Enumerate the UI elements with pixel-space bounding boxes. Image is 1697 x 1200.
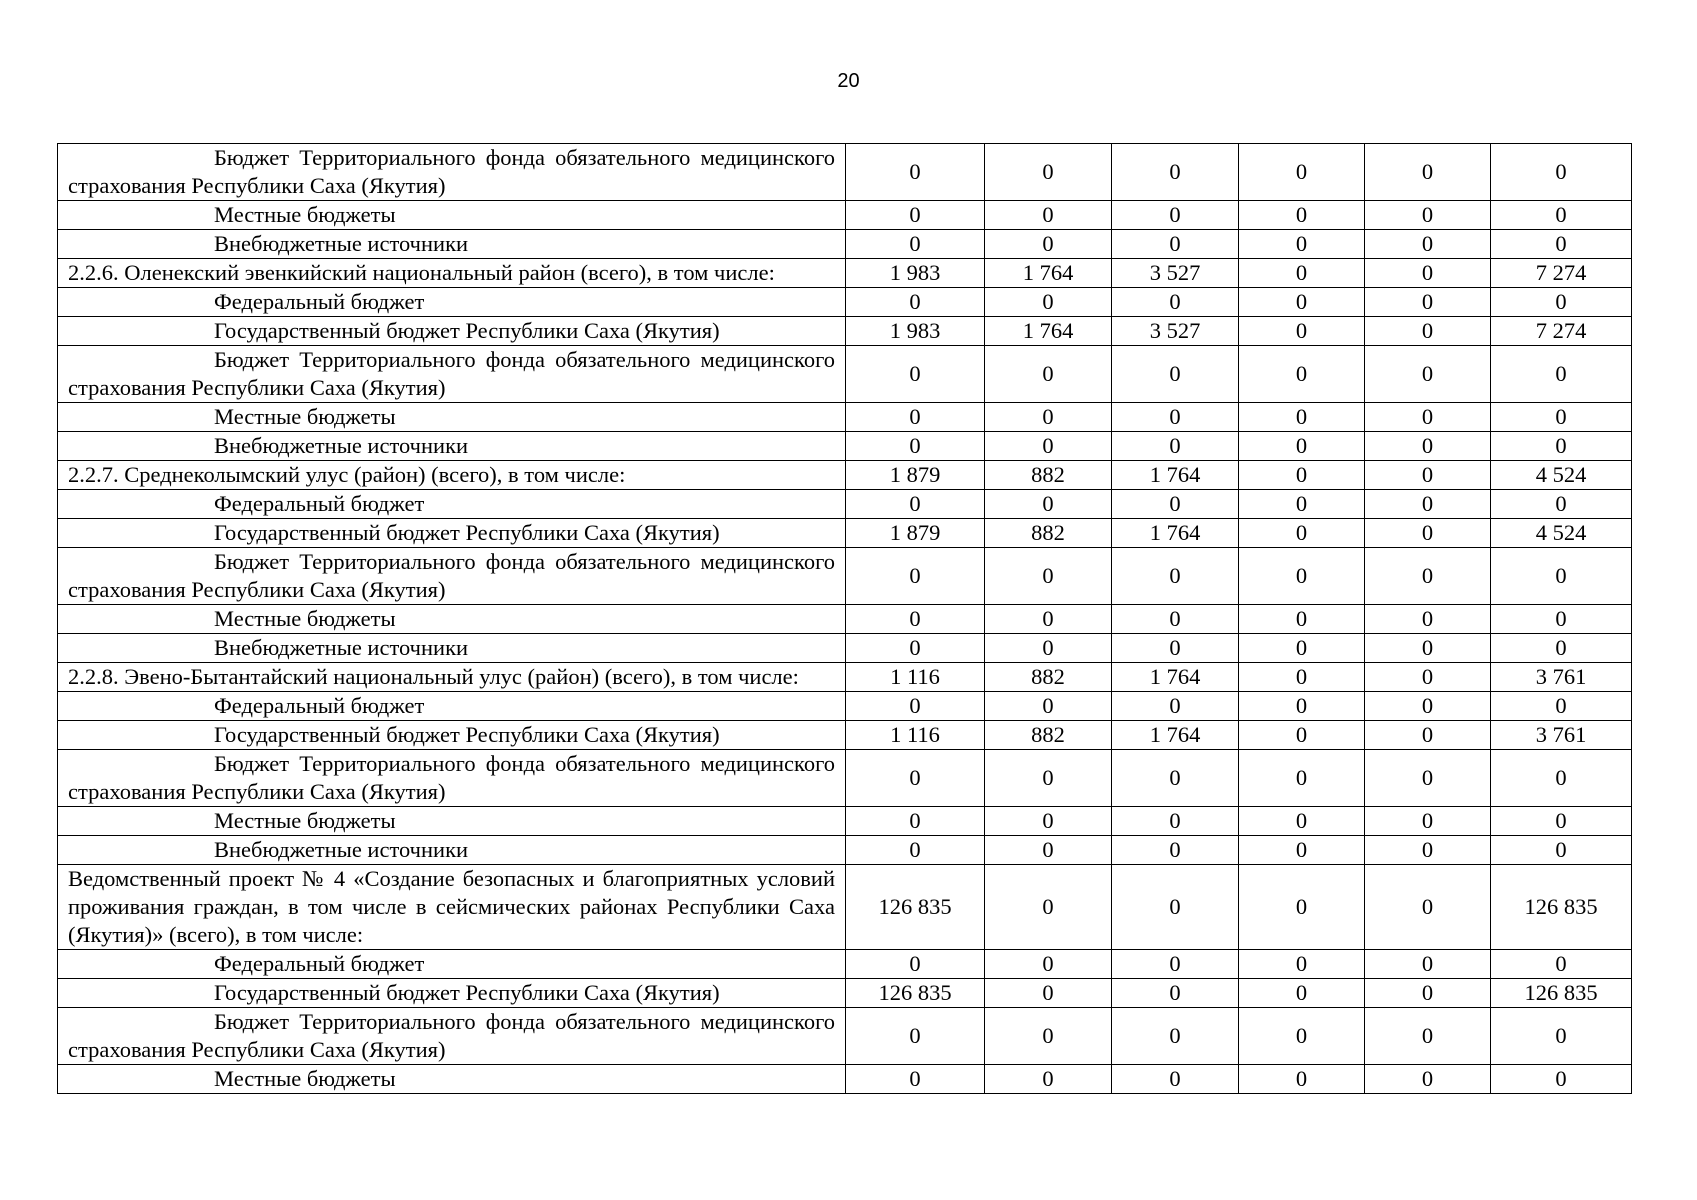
row-label: Федеральный бюджет	[58, 950, 846, 979]
value-col-3: 0	[1112, 346, 1239, 403]
table-row	[58, 634, 1632, 663]
value-col-5: 0	[1365, 259, 1491, 288]
row-label: 2.2.8. Эвено-Бытантайский национальный улус (район) (всего), в том числе:	[58, 663, 846, 692]
value-col-5: 0	[1365, 865, 1491, 950]
value-col-2: 882	[985, 461, 1112, 490]
value-col-1: 1 116	[846, 721, 985, 750]
value-col-1: 1 879	[846, 519, 985, 548]
table-row	[58, 288, 1632, 317]
value-col-4: 0	[1239, 201, 1365, 230]
table-row	[58, 548, 1632, 605]
value-col-total: 7 274	[1491, 317, 1632, 346]
value-col-3: 0	[1112, 432, 1239, 461]
value-col-4: 0	[1239, 721, 1365, 750]
value-col-5: 0	[1365, 605, 1491, 634]
value-col-4: 0	[1239, 259, 1365, 288]
table-row	[58, 865, 1632, 950]
value-col-5: 0	[1365, 346, 1491, 403]
table-row	[58, 432, 1632, 461]
table-row	[58, 692, 1632, 721]
value-col-2: 0	[985, 230, 1112, 259]
value-col-1: 0	[846, 605, 985, 634]
value-col-total: 0	[1491, 230, 1632, 259]
row-label: Местные бюджеты	[58, 605, 846, 634]
value-col-4: 0	[1239, 548, 1365, 605]
value-col-total: 0	[1491, 634, 1632, 663]
value-col-1: 0	[846, 836, 985, 865]
value-col-3: 1 764	[1112, 519, 1239, 548]
value-col-3: 0	[1112, 144, 1239, 201]
value-col-5: 0	[1365, 548, 1491, 605]
value-col-5: 0	[1365, 519, 1491, 548]
value-col-3: 3 527	[1112, 259, 1239, 288]
value-col-1: 0	[846, 807, 985, 836]
value-col-5: 0	[1365, 950, 1491, 979]
row-label: 2.2.6. Оленекский эвенкийский национальный район (всего), в том числе:	[58, 259, 846, 288]
value-col-4: 0	[1239, 1008, 1365, 1065]
value-col-1: 0	[846, 692, 985, 721]
value-col-2: 0	[985, 950, 1112, 979]
value-col-4: 0	[1239, 836, 1365, 865]
value-col-3: 0	[1112, 230, 1239, 259]
value-col-total: 126 835	[1491, 865, 1632, 950]
value-col-1: 0	[846, 346, 985, 403]
value-col-2: 1 764	[985, 259, 1112, 288]
value-col-4: 0	[1239, 432, 1365, 461]
table-row	[58, 836, 1632, 865]
value-col-4: 0	[1239, 230, 1365, 259]
value-col-total: 3 761	[1491, 721, 1632, 750]
value-col-2: 0	[985, 1008, 1112, 1065]
value-col-5: 0	[1365, 721, 1491, 750]
table-row	[58, 1065, 1632, 1094]
value-col-1: 126 835	[846, 865, 985, 950]
value-col-5: 0	[1365, 144, 1491, 201]
value-col-3: 0	[1112, 548, 1239, 605]
value-col-total: 0	[1491, 750, 1632, 807]
value-col-1: 0	[846, 230, 985, 259]
value-col-3: 0	[1112, 288, 1239, 317]
table-row	[58, 346, 1632, 403]
value-col-1: 1 116	[846, 663, 985, 692]
table-row	[58, 317, 1632, 346]
row-label: Внебюджетные источники	[58, 836, 846, 865]
value-col-1: 0	[846, 750, 985, 807]
row-label: Внебюджетные источники	[58, 432, 846, 461]
value-col-2: 0	[985, 288, 1112, 317]
value-col-total: 0	[1491, 807, 1632, 836]
table-row	[58, 259, 1632, 288]
row-label: Бюджет Территориального фонда обязательного медицинского страхования Республики Саха (Якутия)	[58, 144, 846, 201]
value-col-2: 882	[985, 663, 1112, 692]
row-label: Федеральный бюджет	[58, 490, 846, 519]
table-row	[58, 750, 1632, 807]
value-col-total: 0	[1491, 692, 1632, 721]
value-col-1: 0	[846, 634, 985, 663]
value-col-total: 0	[1491, 403, 1632, 432]
value-col-2: 0	[985, 432, 1112, 461]
table-body	[58, 144, 1632, 1094]
row-label: Ведомственный проект № 4 «Создание безопасных и благоприятных условий проживания граждан, в том числе в сейсмических районах Республики Саха (Якутия)» (всего), в том числе:	[58, 865, 846, 950]
value-col-5: 0	[1365, 230, 1491, 259]
table-row	[58, 201, 1632, 230]
value-col-1: 1 983	[846, 317, 985, 346]
value-col-3: 0	[1112, 490, 1239, 519]
value-col-3: 0	[1112, 1065, 1239, 1094]
value-col-3: 0	[1112, 634, 1239, 663]
value-col-total: 0	[1491, 950, 1632, 979]
value-col-4: 0	[1239, 605, 1365, 634]
value-col-3: 0	[1112, 807, 1239, 836]
value-col-4: 0	[1239, 461, 1365, 490]
table-row	[58, 461, 1632, 490]
value-col-5: 0	[1365, 403, 1491, 432]
value-col-2: 0	[985, 144, 1112, 201]
value-col-total: 0	[1491, 836, 1632, 865]
value-col-2: 0	[985, 403, 1112, 432]
value-col-total: 0	[1491, 144, 1632, 201]
value-col-2: 0	[985, 1065, 1112, 1094]
value-col-2: 0	[985, 201, 1112, 230]
table-row	[58, 1008, 1632, 1065]
row-label: Бюджет Территориального фонда обязательного медицинского страхования Республики Саха (Якутия)	[58, 750, 846, 807]
value-col-total: 7 274	[1491, 259, 1632, 288]
value-col-2: 0	[985, 490, 1112, 519]
table-row	[58, 807, 1632, 836]
value-col-5: 0	[1365, 750, 1491, 807]
value-col-2: 882	[985, 519, 1112, 548]
value-col-4: 0	[1239, 807, 1365, 836]
table-row	[58, 144, 1632, 201]
row-label: Федеральный бюджет	[58, 692, 846, 721]
value-col-1: 0	[846, 490, 985, 519]
value-col-2: 0	[985, 750, 1112, 807]
value-col-1: 1 879	[846, 461, 985, 490]
value-col-5: 0	[1365, 201, 1491, 230]
value-col-3: 0	[1112, 201, 1239, 230]
value-col-2: 882	[985, 721, 1112, 750]
row-label: Бюджет Территориального фонда обязательного медицинского страхования Республики Саха (Якутия)	[58, 548, 846, 605]
value-col-total: 0	[1491, 1008, 1632, 1065]
value-col-5: 0	[1365, 288, 1491, 317]
value-col-4: 0	[1239, 663, 1365, 692]
value-col-3: 1 764	[1112, 461, 1239, 490]
value-col-total: 0	[1491, 548, 1632, 605]
value-col-2: 0	[985, 865, 1112, 950]
row-label: Внебюджетные источники	[58, 230, 846, 259]
value-col-5: 0	[1365, 1008, 1491, 1065]
value-col-4: 0	[1239, 634, 1365, 663]
value-col-1: 0	[846, 548, 985, 605]
value-col-4: 0	[1239, 288, 1365, 317]
value-col-2: 0	[985, 979, 1112, 1008]
value-col-4: 0	[1239, 490, 1365, 519]
value-col-4: 0	[1239, 692, 1365, 721]
row-label: Бюджет Территориального фонда обязательного медицинского страхования Республики Саха (Якутия)	[58, 1008, 846, 1065]
value-col-5: 0	[1365, 634, 1491, 663]
value-col-4: 0	[1239, 403, 1365, 432]
row-label: Местные бюджеты	[58, 403, 846, 432]
value-col-5: 0	[1365, 317, 1491, 346]
table-row	[58, 490, 1632, 519]
table-row	[58, 721, 1632, 750]
value-col-1: 0	[846, 144, 985, 201]
value-col-1: 1 983	[846, 259, 985, 288]
row-label: Государственный бюджет Республики Саха (Якутия)	[58, 721, 846, 750]
value-col-5: 0	[1365, 663, 1491, 692]
value-col-total: 0	[1491, 201, 1632, 230]
value-col-total: 4 524	[1491, 519, 1632, 548]
budget-table	[57, 143, 1632, 1094]
value-col-2: 0	[985, 346, 1112, 403]
row-label: Местные бюджеты	[58, 807, 846, 836]
value-col-2: 1 764	[985, 317, 1112, 346]
table-row	[58, 605, 1632, 634]
value-col-1: 0	[846, 201, 985, 230]
value-col-1: 0	[846, 950, 985, 979]
value-col-3: 0	[1112, 750, 1239, 807]
value-col-total: 0	[1491, 288, 1632, 317]
value-col-4: 0	[1239, 346, 1365, 403]
table-row	[58, 519, 1632, 548]
value-col-total: 0	[1491, 490, 1632, 519]
value-col-3: 0	[1112, 950, 1239, 979]
value-col-total: 3 761	[1491, 663, 1632, 692]
value-col-3: 0	[1112, 979, 1239, 1008]
row-label: 2.2.7. Среднеколымский улус (район) (всего), в том числе:	[58, 461, 846, 490]
value-col-2: 0	[985, 548, 1112, 605]
row-label: Государственный бюджет Республики Саха (Якутия)	[58, 519, 846, 548]
value-col-1: 0	[846, 403, 985, 432]
value-col-5: 0	[1365, 692, 1491, 721]
table-row	[58, 663, 1632, 692]
value-col-5: 0	[1365, 432, 1491, 461]
value-col-total: 4 524	[1491, 461, 1632, 490]
value-col-2: 0	[985, 634, 1112, 663]
row-label: Государственный бюджет Республики Саха (Якутия)	[58, 317, 846, 346]
table-row	[58, 950, 1632, 979]
value-col-3: 0	[1112, 1008, 1239, 1065]
value-col-4: 0	[1239, 317, 1365, 346]
value-col-3: 0	[1112, 836, 1239, 865]
row-label: Внебюджетные источники	[58, 634, 846, 663]
value-col-3: 0	[1112, 605, 1239, 634]
value-col-4: 0	[1239, 750, 1365, 807]
value-col-1: 126 835	[846, 979, 985, 1008]
value-col-2: 0	[985, 807, 1112, 836]
table-row	[58, 403, 1632, 432]
value-col-2: 0	[985, 692, 1112, 721]
row-label: Бюджет Территориального фонда обязательного медицинского страхования Республики Саха (Якутия)	[58, 346, 846, 403]
value-col-total: 0	[1491, 605, 1632, 634]
value-col-3: 0	[1112, 692, 1239, 721]
value-col-2: 0	[985, 836, 1112, 865]
value-col-3: 0	[1112, 403, 1239, 432]
value-col-4: 0	[1239, 1065, 1365, 1094]
row-label: Местные бюджеты	[58, 201, 846, 230]
row-label: Федеральный бюджет	[58, 288, 846, 317]
value-col-4: 0	[1239, 979, 1365, 1008]
value-col-total: 0	[1491, 432, 1632, 461]
value-col-4: 0	[1239, 865, 1365, 950]
value-col-3: 1 764	[1112, 663, 1239, 692]
value-col-1: 0	[846, 432, 985, 461]
page-number: 20	[837, 70, 860, 92]
value-col-3: 0	[1112, 865, 1239, 950]
value-col-1: 0	[846, 1008, 985, 1065]
value-col-5: 0	[1365, 461, 1491, 490]
value-col-1: 0	[846, 288, 985, 317]
table-row	[58, 979, 1632, 1008]
value-col-5: 0	[1365, 807, 1491, 836]
value-col-2: 0	[985, 605, 1112, 634]
value-col-total: 126 835	[1491, 979, 1632, 1008]
value-col-5: 0	[1365, 490, 1491, 519]
row-label: Государственный бюджет Республики Саха (Якутия)	[58, 979, 846, 1008]
value-col-5: 0	[1365, 836, 1491, 865]
value-col-1: 0	[846, 1065, 985, 1094]
value-col-4: 0	[1239, 950, 1365, 979]
value-col-4: 0	[1239, 519, 1365, 548]
value-col-total: 0	[1491, 1065, 1632, 1094]
table-row	[58, 230, 1632, 259]
value-col-3: 3 527	[1112, 317, 1239, 346]
value-col-4: 0	[1239, 144, 1365, 201]
row-label: Местные бюджеты	[58, 1065, 846, 1094]
value-col-5: 0	[1365, 979, 1491, 1008]
value-col-3: 1 764	[1112, 721, 1239, 750]
value-col-total: 0	[1491, 346, 1632, 403]
value-col-5: 0	[1365, 1065, 1491, 1094]
